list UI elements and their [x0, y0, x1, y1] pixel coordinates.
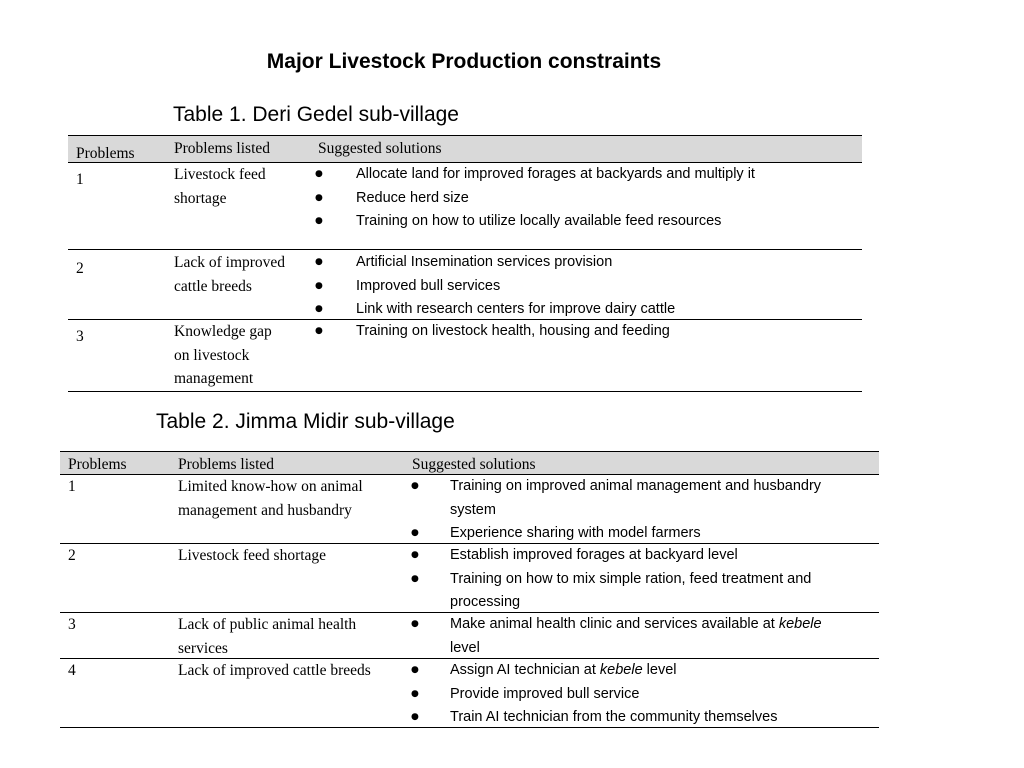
problem-text: management and husbandry	[178, 501, 352, 519]
problem-text: Knowledge gap	[174, 323, 272, 340]
solution-item: Training on how to mix simple ration, feed treatment and	[450, 570, 812, 587]
bullet-icon: ●	[411, 573, 419, 584]
kebele-term: kebele	[599, 662, 643, 678]
problem-number: 3	[68, 616, 76, 633]
problem-text: Lack of public animal health	[178, 616, 357, 633]
table2-header-problems: Problems	[68, 456, 127, 473]
table1-header-problems: Problems	[76, 145, 135, 162]
bullet-icon: ●	[411, 688, 419, 699]
problem-number: 1	[68, 478, 76, 495]
problem-number: 1	[76, 171, 84, 188]
bullet-icon: ●	[315, 216, 323, 226]
solution-item-continued: level	[450, 639, 480, 656]
solution-item: Provide improved bull service	[450, 685, 640, 702]
table2-header-suggested-solutions: Suggested solutions	[412, 456, 536, 473]
problem-text: services	[178, 639, 228, 657]
solution-item: Artificial Insemination services provision	[356, 254, 613, 270]
table1	[68, 135, 862, 395]
bullet-icon: ●	[411, 481, 419, 491]
solution-item: Improved bull services	[356, 277, 501, 294]
bullet-icon: ●	[315, 257, 323, 267]
problem-text: Lack of improved cattle breeds	[178, 662, 371, 679]
solution-item: Training on livestock health, housing and feeding	[356, 323, 670, 339]
table2	[60, 451, 879, 731]
problem-text: Livestock feed shortage	[178, 547, 327, 564]
bullet-icon: ●	[315, 280, 323, 291]
problem-number: 2	[68, 547, 76, 564]
solution-item: Assign AI technician at kebele level	[450, 662, 677, 678]
bullet-icon: ●	[411, 712, 419, 722]
problem-text: Livestock feed	[174, 166, 266, 183]
bullet-icon: ●	[315, 192, 323, 203]
solution-item: Train AI technician from the community themselves	[450, 709, 778, 725]
bullet-icon: ●	[411, 528, 419, 538]
problem-number: 3	[76, 328, 84, 345]
problem-number: 2	[76, 260, 84, 277]
problem-text: on livestock	[174, 346, 250, 364]
solution-item: Link with research centers for improve dairy cattle	[356, 301, 676, 317]
kebele-term: kebele	[778, 616, 822, 632]
problem-text: Lack of improved	[174, 254, 286, 271]
solution-item: Allocate land for improved forages at backyards and multiply it	[356, 166, 755, 182]
table1-header-problems-listed: Problems listed	[174, 140, 271, 157]
bullet-icon: ●	[315, 169, 323, 179]
problem-number: 4	[68, 662, 76, 679]
solution-item: Establish improved forages at backyard level	[450, 547, 738, 563]
problem-text: shortage	[174, 189, 227, 207]
table1-header-suggested-solutions: Suggested solutions	[318, 140, 442, 157]
bullet-icon: ●	[411, 665, 419, 675]
bullet-icon: ●	[315, 326, 323, 336]
solution-item: Training on improved animal management and husbandry	[450, 478, 822, 494]
table1-caption: Table 1. Deri Gedel sub-village	[173, 103, 459, 126]
bullet-icon: ●	[315, 304, 323, 314]
solution-item-continued: system	[450, 501, 496, 518]
table2-caption: Table 2. Jimma Midir sub-village	[156, 410, 455, 433]
problem-text: cattle breeds	[174, 277, 252, 295]
solution-item: Make animal health clinic and services available at kebele	[450, 616, 822, 632]
solution-item: Experience sharing with model farmers	[450, 525, 701, 541]
table2-header-problems-listed: Problems listed	[178, 456, 275, 473]
bullet-icon: ●	[411, 619, 419, 629]
problem-text: management	[174, 370, 254, 387]
page-title: Major Livestock Production constraints	[266, 50, 662, 73]
solution-item: Training on how to utilize locally available feed resources	[356, 213, 722, 229]
bullet-icon: ●	[411, 550, 419, 560]
problem-text: Limited know-how on animal	[178, 478, 363, 495]
solution-item: Reduce herd size	[356, 189, 469, 206]
solution-item-continued: processing	[450, 594, 521, 610]
